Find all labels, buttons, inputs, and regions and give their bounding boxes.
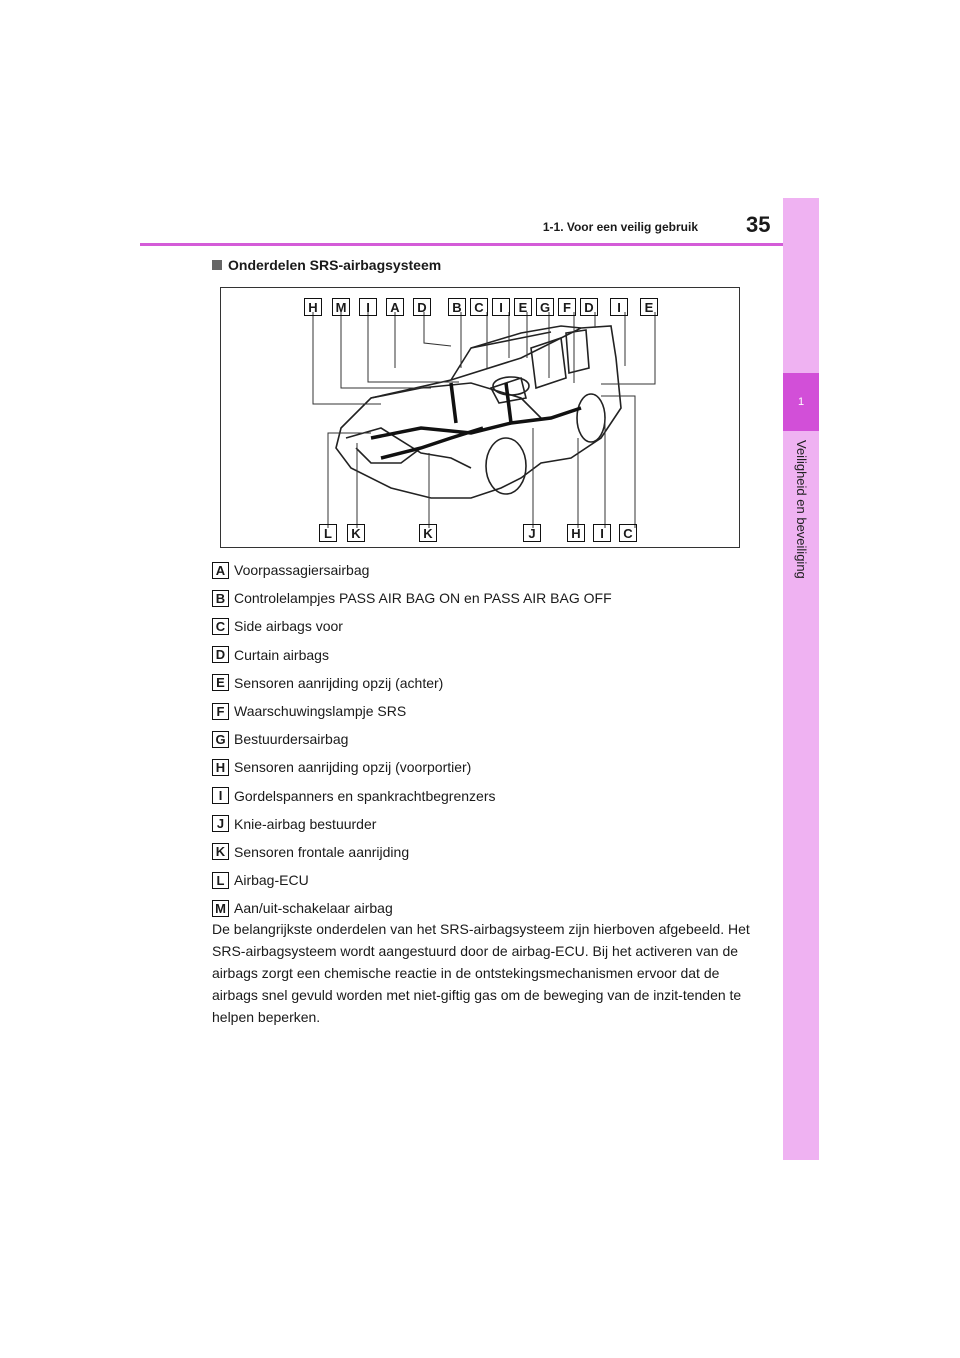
legend-text: Airbag-ECU: [234, 872, 309, 889]
legend-key: D: [212, 646, 229, 663]
section-heading-text: Onderdelen SRS-airbagsysteem: [228, 257, 442, 273]
header-rule: [140, 243, 783, 246]
diagram-label: I: [610, 298, 628, 316]
legend-item: [212, 641, 772, 669]
legend-text: Knie-airbag bestuurder: [234, 815, 377, 832]
diagram-label: E: [514, 298, 532, 316]
diagram-label: D: [413, 298, 431, 316]
airbag-diagram: [220, 287, 740, 548]
legend-key: E: [212, 674, 229, 691]
legend-key: J: [212, 815, 229, 832]
diagram-label: F: [558, 298, 576, 316]
legend-item: [212, 753, 772, 781]
diagram-label: I: [593, 524, 611, 542]
legend-text: Side airbags voor: [234, 618, 343, 635]
legend-key: M: [212, 900, 229, 917]
legend-key: K: [212, 843, 229, 860]
legend-item: [212, 669, 772, 697]
diagram-label: H: [304, 298, 322, 316]
chapter-number: 1: [783, 373, 819, 431]
legend-text: Waarschuwingslampje SRS: [234, 703, 407, 720]
legend-text: Aan/uit-schakelaar airbag: [234, 900, 393, 917]
legend-item: [212, 810, 772, 838]
component-legend: [212, 556, 772, 922]
label-row-bottom: [319, 524, 642, 542]
legend-item: [212, 612, 772, 640]
diagram-label: M: [332, 298, 350, 316]
diagram-label: C: [470, 298, 488, 316]
car-illustration: [221, 288, 739, 547]
diagram-label: I: [492, 298, 510, 316]
diagram-label: C: [619, 524, 637, 542]
diagram-label: B: [448, 298, 466, 316]
diagram-label: E: [640, 298, 658, 316]
square-bullet-icon: [212, 260, 222, 270]
legend-key: F: [212, 703, 229, 720]
legend-text: Voorpassagiersairbag: [234, 562, 370, 579]
legend-text: Controlelampjes PASS AIR BAG ON en PASS AIR BAG OFF: [234, 590, 612, 607]
diagram-label: J: [523, 524, 541, 542]
legend-item: [212, 584, 772, 612]
side-tab: [783, 198, 819, 1160]
legend-text: Curtain airbags: [234, 646, 329, 663]
legend-item: [212, 697, 772, 725]
section-heading: [212, 257, 441, 273]
diagram-label: A: [386, 298, 404, 316]
legend-key: L: [212, 872, 229, 889]
legend-item: [212, 866, 772, 894]
diagram-label: K: [419, 524, 437, 542]
legend-text: Sensoren frontale aanrijding: [234, 843, 410, 860]
diagram-label: K: [347, 524, 365, 542]
legend-key: A: [212, 562, 229, 579]
chapter-label: Veiligheid en beveiliging: [794, 440, 809, 579]
legend-item: [212, 782, 772, 810]
legend-item: [212, 838, 772, 866]
diagram-label: L: [319, 524, 337, 542]
page-number: 35: [746, 212, 771, 237]
legend-key: G: [212, 731, 229, 748]
section-title: 1-1. Voor een veilig gebruik: [542, 220, 698, 234]
legend-key: I: [212, 787, 229, 804]
label-row-top: [304, 298, 663, 316]
legend-text: Sensoren aanrijding opzij (voorportier): [234, 759, 472, 776]
diagram-label: D: [580, 298, 598, 316]
legend-text: Bestuurdersairbag: [234, 731, 349, 748]
legend-item: [212, 725, 772, 753]
diagram-label: G: [536, 298, 554, 316]
legend-text: Sensoren aanrijding opzij (achter): [234, 674, 444, 691]
diagram-label: H: [567, 524, 585, 542]
legend-key: H: [212, 759, 229, 776]
legend-key: B: [212, 590, 229, 607]
legend-key: C: [212, 618, 229, 635]
legend-item: [212, 556, 772, 584]
diagram-label: I: [359, 298, 377, 316]
body-paragraph: De belangrijkste onderdelen van het SRS-airbagsysteem zijn hierboven afgebeeld. Het SRS-airbagsysteem wordt aangestuurd door de airbag-ECU. Bij het activeren van de airbags zorgt een chemische reactie in de ontstekingsmechanismen ervoor dat de airbags snel gevuld worden met niet-giftig gas om de beweging van de inzit-tenden te helpen beperken.: [212, 921, 750, 1025]
legend-text: Gordelspanners en spankrachtbegrenzers: [234, 787, 496, 804]
